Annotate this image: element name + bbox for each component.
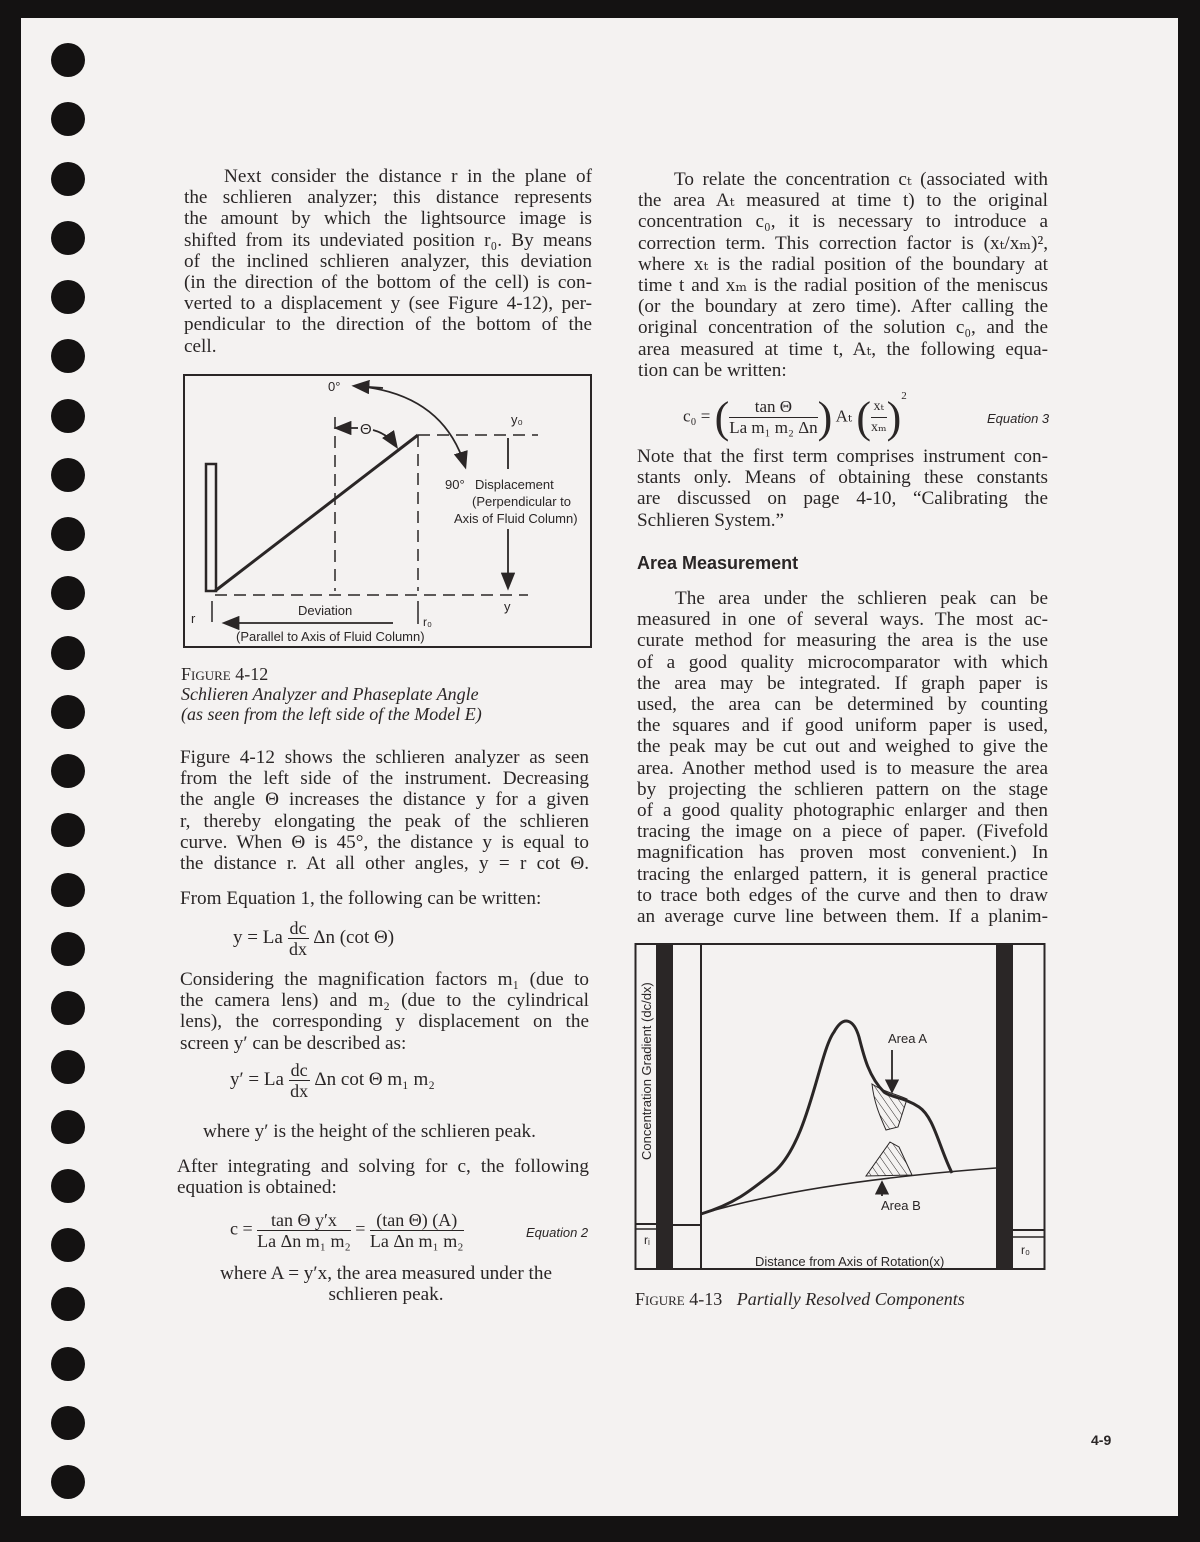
text-line: The area under the schlieren peak can be (675, 588, 1048, 609)
deviation-label: Deviation (298, 603, 353, 618)
binder-hole (51, 873, 85, 907)
binder-hole (51, 932, 85, 966)
eq-num: dc (289, 918, 307, 938)
paragraph-intro (184, 166, 592, 357)
text-line: where A = y′x, the area measured under the (219, 1263, 552, 1284)
area-a-hatch (872, 1084, 907, 1130)
r-label: r (191, 611, 196, 626)
eq-num: tan Θ (729, 397, 817, 418)
binder-hole (51, 1347, 85, 1381)
figure-title: Partially Resolved Components (736, 1289, 965, 1309)
binder-hole (51, 1465, 85, 1499)
binder-hole (51, 754, 85, 788)
text-line: the schlieren analyzer; this distance represents (184, 187, 592, 209)
text-line: the camera lens) and m₂ (due to the cylindrical (180, 990, 589, 1012)
slot-icon (206, 464, 216, 591)
eq-rhs: Δn (cot Θ) (313, 926, 395, 948)
text-line: correction term. This correction factor is (xₜ/xₘ)², (638, 232, 1048, 254)
text-line: the distance r. At all other angles, y = r cot Θ. (180, 853, 589, 875)
eq-equals: = (355, 1218, 366, 1239)
text-line: Note that the first term comprises instrument con- (637, 446, 1048, 467)
x-axis-label: Distance from Axis of Rotation(x) (755, 1254, 945, 1269)
text-line: Considering the magnification factors m₁ (due to (180, 969, 589, 990)
binder-hole (51, 221, 85, 255)
binder-hole (51, 458, 85, 492)
figure-4-12-caption (181, 664, 482, 724)
zero-degree-label: 0° (328, 379, 341, 394)
left-column-para2 (180, 747, 589, 874)
text-line: After integrating and solving for c, the following (177, 1156, 589, 1177)
right-column-para1 (638, 169, 1048, 381)
figure-4-13-diagram (634, 942, 1048, 1272)
paren-close: ) (886, 393, 902, 442)
binder-hole (51, 636, 85, 670)
text-line: (in the direction of the bottom of the cell) is con- (184, 272, 592, 294)
text-line: by projecting the schlieren pattern on the stage (637, 778, 1048, 800)
left-cell-wall (656, 944, 673, 1269)
paren-open: ( (714, 393, 730, 442)
eq-num: xₜ (871, 397, 887, 418)
schlieren-peak-curve (701, 1021, 952, 1214)
y-axis-label: Concentration Gradient (dc/dx) (639, 982, 654, 1160)
equation-2-label: Equation 2 (526, 1225, 589, 1240)
eq-den: La m₁ m₂ Δn (729, 418, 818, 437)
right-column-para2 (637, 446, 1048, 531)
text-line: the area may be integrated. If graph paper is (637, 672, 1048, 694)
binder-hole (51, 813, 85, 847)
binder-hole (51, 1169, 85, 1203)
perpendicular-label: (Perpendicular to (472, 494, 571, 509)
text-line: the peak may be cut out and weighed to give the (637, 736, 1048, 758)
analyzer-line (215, 435, 418, 591)
eq-num: tan Θ y′x (257, 1210, 351, 1231)
figure-4-13-caption (635, 1289, 965, 1310)
text-line: where xₜ is the radial position of the boundary at (638, 253, 1048, 275)
equation-2 (230, 1210, 464, 1251)
text-line: magnification has proven most convenient.) In (637, 842, 1048, 864)
paren-close: ) (817, 393, 833, 442)
text-line: concentration c₀, it is necessary to introduce a (638, 211, 1048, 233)
text-line: shifted from its undeviated position r₀. By means (184, 229, 592, 251)
eq-den: dx (289, 939, 308, 959)
text-line: where y′ is the height of the schlieren peak. (203, 1121, 536, 1142)
binder-hole (51, 1050, 85, 1084)
text-line: Figure 4-12 shows the schlieren analyzer as seen (180, 747, 589, 768)
eq-den: dx (290, 1081, 309, 1101)
right-cell-wall (996, 944, 1013, 1269)
text-line: original concentration of the solution c₀, and the (638, 317, 1048, 339)
text-line: of a good quality photographic enlarger and then (637, 800, 1048, 822)
binder-hole (51, 280, 85, 314)
eq-num: (tan Θ) (A) (370, 1210, 464, 1231)
equation-3-label: Equation 3 (987, 411, 1050, 426)
text-line: to trace both edges of the curve and then to draw (637, 884, 1048, 906)
figure-subtitle: (as seen from the left side of the Model E) (181, 704, 482, 724)
page-number: 4-9 (1091, 1432, 1112, 1448)
text-line: the angle Θ increases the distance y for a given (180, 789, 589, 811)
binder-hole (51, 162, 85, 196)
y-label: y (504, 599, 511, 614)
ro-label: r₀ (1021, 1243, 1030, 1257)
text-line: pendicular to the direction of the bottom of the (184, 314, 592, 336)
eq-lhs: c = (230, 1218, 253, 1239)
text-line: used, the area can be determined by counting (637, 694, 1048, 716)
displacement-label: Displacement (475, 477, 554, 492)
text-line: equation is obtained: (177, 1177, 337, 1199)
eq-mid: Aₜ (835, 406, 853, 426)
text-line: curve. When Θ is 45°, the distance y is equal to (180, 831, 589, 853)
eq-den: La Δn m₁ m₂ (257, 1231, 351, 1251)
paren-open: ( (856, 393, 871, 442)
binder-hole (51, 1406, 85, 1440)
text-line: tracing the enlarged pattern, it is general practice (637, 863, 1048, 885)
binder-hole (51, 517, 85, 551)
text-line: To relate the concentration cₜ (associated with (674, 169, 1048, 190)
parallel-label: (Parallel to Axis of Fluid Column) (236, 629, 425, 644)
binder-hole (51, 576, 85, 610)
text-line: curate method for measuring the area is the use (637, 630, 1048, 652)
text-line: From Equation 1, the following can be written: (180, 888, 542, 909)
area-b-label: Area B (881, 1198, 921, 1213)
binder-hole (51, 399, 85, 433)
text-line: time t and xₘ is the radial position of the meniscus (638, 275, 1048, 297)
text-line: verted to a displacement y (see Figure 4-12), per- (184, 293, 592, 315)
paragraph-where-a (196, 1263, 576, 1305)
eq-lhs: y′ = La (230, 1068, 284, 1090)
binder-hole (51, 991, 85, 1025)
equation-3 (683, 389, 907, 443)
binder-hole (51, 1110, 85, 1144)
text-line: an average curve line between them. If a planim- (637, 906, 1048, 928)
area-a-label: Area A (888, 1031, 928, 1046)
text-line: the area Aₜ measured at time t) to the original (638, 190, 1048, 212)
text-line: of a good quality microcomparator with which (637, 651, 1048, 673)
text-line: r, thereby elongating the peak of the schlieren (180, 810, 589, 832)
text-line: the amount by which the lightsource image is (184, 208, 592, 230)
eq-den: xₘ (870, 420, 887, 435)
text-line: (or the boundary at zero time). After calling the (638, 296, 1048, 318)
theta-label: Θ (360, 421, 372, 438)
ninety-degree-label: 90° (445, 477, 465, 492)
binder-hole (51, 43, 85, 77)
text-line: schlieren peak. (328, 1284, 444, 1306)
eq-exponent: 2 (901, 389, 907, 402)
figure-title: Schlieren Analyzer and Phaseplate Angle (181, 684, 479, 704)
eq-den: La Δn m₁ m₂ (369, 1231, 464, 1251)
r0-label: r₀ (423, 615, 432, 629)
area-b-hatch (866, 1142, 912, 1176)
axis-fluid-column-label: Axis of Fluid Column) (454, 511, 578, 526)
baseline-curve (701, 1168, 996, 1214)
text-line: area. Another method used is to measure the area (637, 757, 1048, 779)
text-line: Schlieren System.” (637, 509, 785, 531)
binder-hole (51, 1228, 85, 1262)
right-column-para3 (637, 588, 1048, 927)
binder-hole (51, 1287, 85, 1321)
text-line: of the inclined schlieren analyzer, this deviation (184, 250, 592, 272)
text-line: area measured at time t, Aₜ, the following equa- (638, 338, 1048, 360)
eq-num: dc (290, 1060, 308, 1080)
text-line: the squares and if good uniform paper is used, (637, 715, 1048, 737)
text-line: tracing the image on a piece of paper. (Fivefold (637, 821, 1048, 843)
eq-lhs: c₀ = (683, 406, 711, 426)
equation-y (233, 918, 394, 959)
text-line: lens), the corresponding y displacement on the (180, 1011, 589, 1033)
text-line: screen y′ can be described as: (180, 1032, 407, 1054)
text-line: measured in one of several ways. The most ac- (637, 609, 1048, 631)
text-line: stants only. Means of obtaining these constants (637, 467, 1048, 489)
figure-label: Figure 4-12 (181, 664, 269, 684)
y0-label: y₀ (511, 412, 523, 427)
figure-label: Figure 4-13 (635, 1289, 723, 1309)
binder-hole (51, 102, 85, 136)
left-column-para4 (180, 969, 589, 1054)
equation-y-prime (230, 1060, 435, 1101)
text-line: are discussed on page 4-10, “Calibrating the (637, 488, 1048, 510)
text-line: from the left side of the instrument. Decreasing (180, 768, 589, 790)
binder-hole (51, 339, 85, 373)
eq-rhs: Δn cot Θ m₁ m₂ (314, 1068, 435, 1090)
left-column-para6 (177, 1156, 589, 1198)
eq-lhs: y = La (233, 926, 283, 948)
text-line: cell. (184, 335, 217, 357)
figure-4-12-diagram (183, 374, 593, 650)
left-column-para1 (184, 166, 592, 357)
text-line: tion can be written: (638, 359, 787, 381)
binder-hole (51, 695, 85, 729)
ri-label: rᵢ (644, 1233, 650, 1247)
text-line: Next consider the distance r in the plane of (224, 166, 592, 187)
section-heading: Area Measurement (637, 553, 799, 573)
